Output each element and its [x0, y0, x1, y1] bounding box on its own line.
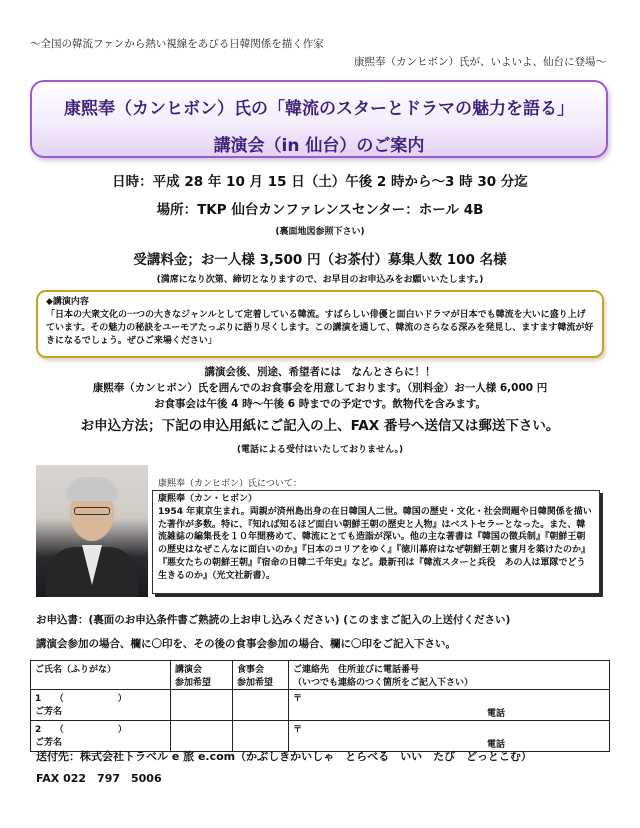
application-form-table — [30, 660, 610, 752]
contact-field-1[interactable]: 〒 電話 — [289, 690, 610, 721]
author-photo — [36, 465, 148, 597]
tagline-line-1: ～全国の韓流ファンから熱い視線をあびる日韓関係を描く作家 — [30, 38, 324, 50]
name-field-1[interactable]: 1 （ ） ご芳名 — [31, 690, 171, 721]
form-row-2 — [31, 721, 610, 752]
title-banner — [30, 80, 608, 158]
title-line-1: 康熙奉（カンヒボン）氏の「韓流のスターとドラマの魅力を語る」 — [64, 99, 574, 119]
name-field-2[interactable]: 2 （ ） ご芳名 — [31, 721, 171, 752]
apply-method: お申込方法；下記の申込用紙にご記入の上、FAX 番号へ送信又は郵送下さい。 — [80, 418, 560, 434]
map-note: (裏面地図参照下さい) — [275, 227, 365, 237]
event-fee: 受講料金；お一人様 3,500 円（お茶付）募集人数 100 名様 — [133, 252, 507, 268]
dinner-check-1[interactable] — [233, 690, 289, 721]
dinner-line-3: お食事会は午後 4 時～午後 6 時までの予定です。飲物代を含みます。 — [153, 398, 487, 410]
phone-note: (電話による受付はいたしておりません。) — [236, 445, 404, 455]
form-intro: お申込書：(裏面のお申込条件書ご熟読の上お申し込みください) (このままご記入の上送付ください) — [36, 614, 511, 626]
bio-text: 康熙奉（カン・ヒボン） 1954 年東京生まれ。両親が済州島出身の在日韓国人二世。韓国の歴史・文化・社会問題や日韓関係を描いた著作が多数。特に、『知れば知るほど面白い朝鮮王朝の歴史と人物』はベストセラーとなった。また、韓流雑誌の編集長を１０年間務めて、韓流にとても造詣が深い。他の主な著書は『韓国の徴兵制』『朝鮮王朝の歴史はなぜこんなに面白いのか』『日本のコリアをゆく』『徳川幕府はなぜ朝鮮王朝と蜜月を築けたのか』『悪女たちの朝鮮王朝』『宿命の日韓二千年史』など。最新刊は『韓流スターと兵役 あの人は軍隊でどう生きるのか』（光文社新書）。 — [158, 494, 592, 581]
lecture-content-text: 「日本の大衆文化の一つの大きなジャンルとして定着している韓流。すばらしい俳優と面白いドラマが日本でも韓流を大いに盛り上げています。その魅力の秘訣をユーモアたっぷりに語り尽くします。この講演を通して、韓流のさらなる深みを発見し、ますます韓流が好きになるでしょう。ぜひご来場ください」 — [46, 310, 594, 346]
contact-field-2[interactable]: 〒 電話 — [289, 721, 610, 752]
header-name: ご氏名（ふりがな） — [31, 661, 171, 690]
event-datetime: 日時：平成 28 年 10 月 15 日（土）午後 2 時から～3 時 30 分迄 — [112, 174, 528, 190]
header-contact: ご連絡先 住所並びに電話番号 （いつでも連絡のつく箇所をご記入下さい） — [289, 661, 610, 690]
title-line-2: 講演会（in 仙台）のご案内 — [213, 136, 425, 156]
event-venue: 場所：TKP 仙台カンファレンスセンター：ホール 4B — [156, 202, 484, 218]
bio-caption: 康熙奉（カンヒボン）氏について： — [158, 479, 302, 489]
fax-number: FAX 022 797 5006 — [36, 772, 162, 785]
header-dinner: 食事会 参加希望 — [233, 661, 289, 690]
form-row-1 — [31, 690, 610, 721]
dinner-line-2: 康熙奉（カンヒボン）氏を囲んでのお食事会を用意しております。（別料金）お一人様 6,000 円 — [92, 382, 548, 394]
dinner-line-1: 講演会後、別途、希望者には なんとさらに！！ — [204, 366, 436, 378]
lecture-check-2[interactable] — [171, 721, 233, 752]
dinner-check-2[interactable] — [233, 721, 289, 752]
lecture-content-box — [36, 290, 604, 358]
form-instruction: 講演会参加の場合、欄に〇印を、その後の食事会参加の場合、欄に〇印をご記入下さい。 — [36, 638, 456, 650]
form-header-row — [31, 661, 610, 690]
send-to: 送付先：株式会社トラベル e 旅 e.com（かぶしきかいしゃ とらべる いい たび どっとこむ） — [36, 750, 532, 763]
full-note: (満席になり次第、締切となりますので、お早目のお申込みをお願いいたします。) — [156, 275, 484, 285]
lecture-content-heading: ◆講演内容 — [46, 297, 89, 307]
bio-box — [152, 490, 600, 594]
header-lecture: 講演会 参加希望 — [171, 661, 233, 690]
tagline-line-2: 康熙奉（カンヒボン）氏が、いよいよ、仙台に登場～ — [354, 56, 606, 68]
lecture-check-1[interactable] — [171, 690, 233, 721]
